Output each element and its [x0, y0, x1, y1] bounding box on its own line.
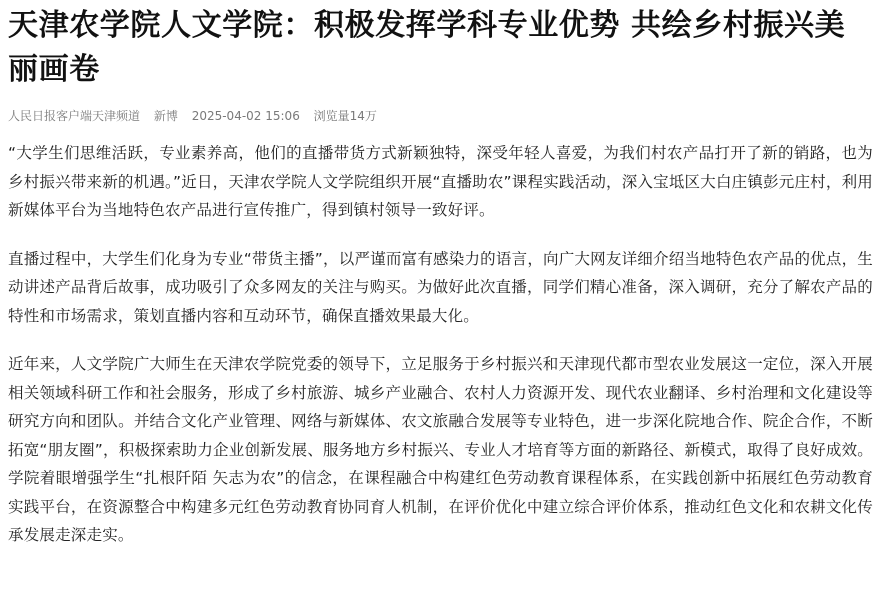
- view-count: 浏览量14万: [313, 109, 377, 123]
- paragraph-3: 近年来，人文学院广大师生在天津农学院党委的领导下，立足服务于乡村振兴和天津现代都市型农业发展这一定位，深入开展相关领域科研工作和社会服务，形成了乡村旅游、城乡产业融合、农村人力资源开发、现代农业翻译、乡村治理和文化建设等研究方向和团队。并结合文化产业管理、网络与新媒体、农文旅融合发展等专业特色，进一步深化院地合作、院企合作，不断拓宽“朋友圈”，积极探索助力企业创新发展、服务地方乡村振兴、专业人才培育等方面的新路径、新模式，取得了良好成效。学院着眼增强学生“扎根阡陌 矢志为农”的信念，在课程融合中构建红色劳动教育课程体系，在实践创新中拓展红色劳动教育实践平台，在资源整合中构建多元红色劳动教育协同育人机制，在评价优化中建立综合评价体系，推动红色文化和农耕文化传承发展走深走实。: [8, 355, 873, 544]
- article-title: 天津农学院人文学院：积极发挥学科专业优势 共绘乡村振兴美丽画卷: [8, 8, 846, 87]
- article-meta: [8, 107, 873, 125]
- author-label: 新博: [153, 109, 178, 123]
- paragraph-1: “大学生们思维活跃，专业素养高，他们的直播带货方式新颖独特，深受年轻人喜爱，为我们村农产品打开了新的销路，也为乡村振兴带来新的机遇。”近日，天津农学院人文学院组织开展“直播助农”课程实践活动，深入宝坻区大白庄镇彭元庄村，利用新媒体平台为当地特色农产品进行宣传推广，得到镇村领导一致好评。: [8, 144, 873, 219]
- publish-time: 2025-04-02 15:06: [191, 109, 300, 123]
- paragraph-2: 直播过程中，大学生们化身为专业“带货主播”，以严谨而富有感染力的语言，向广大网友详细介绍当地特色农产品的优点，生动讲述产品背后故事，成功吸引了众多网友的关注与购买。为做好此次直播，同学们精心准备，深入调研，充分了解农产品的特性和市场需求，策划直播内容和互动环节，确保直播效果最大化。: [8, 249, 873, 325]
- article-body: [8, 139, 873, 550]
- source-label[interactable]: 人民日报客户端天津频道: [8, 109, 141, 123]
